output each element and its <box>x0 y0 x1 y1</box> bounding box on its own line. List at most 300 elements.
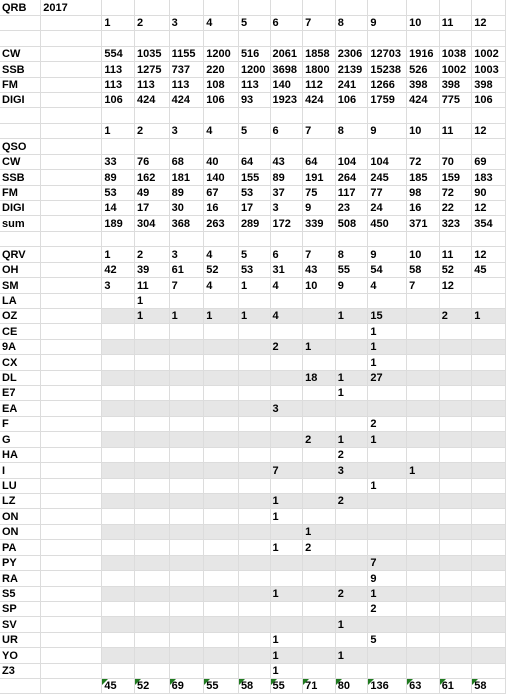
cell-i23[interactable]: 1 <box>303 339 336 354</box>
cell-m29[interactable] <box>439 432 472 447</box>
cell-n24[interactable] <box>472 355 506 370</box>
cell-l44[interactable] <box>407 663 440 678</box>
cell-e8[interactable] <box>169 108 204 123</box>
cell-m38[interactable] <box>439 571 472 586</box>
cell-l21[interactable] <box>407 308 440 323</box>
cell-j29[interactable]: 1 <box>335 432 368 447</box>
cell-e20[interactable] <box>169 293 204 308</box>
cell-f9[interactable]: 4 <box>204 123 239 138</box>
cell-a16[interactable] <box>0 231 41 246</box>
cell-c14[interactable]: 14 <box>102 200 135 215</box>
cell-f12[interactable]: 140 <box>204 170 239 185</box>
cell-d11[interactable]: 76 <box>135 154 170 169</box>
cell-h11[interactable]: 43 <box>270 154 303 169</box>
cell-g7[interactable]: 93 <box>238 93 270 108</box>
cell-l20[interactable] <box>407 293 440 308</box>
cell-a21[interactable]: OZ <box>0 308 41 323</box>
cell-h25[interactable] <box>270 370 303 385</box>
cell-k33[interactable] <box>368 494 407 509</box>
cell-b6[interactable] <box>41 77 102 92</box>
cell-l32[interactable] <box>407 478 440 493</box>
cell-f10[interactable] <box>204 139 239 154</box>
cell-b10[interactable] <box>41 139 102 154</box>
cell-n13[interactable]: 90 <box>472 185 506 200</box>
cell-a42[interactable]: UR <box>0 632 41 647</box>
cell-e15[interactable]: 368 <box>169 216 204 231</box>
cell-f33[interactable] <box>204 494 239 509</box>
cell-l6[interactable]: 398 <box>407 77 440 92</box>
cell-m27[interactable] <box>439 401 472 416</box>
cell-e6[interactable]: 113 <box>169 77 204 92</box>
cell-j27[interactable] <box>335 401 368 416</box>
cell-e7[interactable]: 424 <box>169 93 204 108</box>
cell-d23[interactable] <box>135 339 170 354</box>
cell-f40[interactable] <box>204 601 239 616</box>
cell-a31[interactable]: I <box>0 463 41 478</box>
cell-d28[interactable] <box>135 416 170 431</box>
cell-g20[interactable] <box>238 293 270 308</box>
cell-m17[interactable]: 11 <box>439 247 472 262</box>
cell-n21[interactable]: 1 <box>472 308 506 323</box>
cell-a37[interactable]: PY <box>0 555 41 570</box>
cell-g25[interactable] <box>238 370 270 385</box>
cell-e43[interactable] <box>169 648 204 663</box>
cell-k1[interactable] <box>368 0 407 15</box>
cell-c12[interactable]: 89 <box>102 170 135 185</box>
cell-n15[interactable]: 354 <box>472 216 506 231</box>
cell-f19[interactable]: 4 <box>204 278 239 293</box>
cell-b29[interactable] <box>41 432 102 447</box>
cell-e39[interactable] <box>169 586 204 601</box>
cell-i7[interactable]: 424 <box>303 93 336 108</box>
cell-h45[interactable]: 55 <box>270 679 303 694</box>
cell-n12[interactable]: 183 <box>472 170 506 185</box>
cell-j35[interactable] <box>335 524 368 539</box>
cell-a15[interactable]: sum <box>0 216 41 231</box>
cell-h35[interactable] <box>270 524 303 539</box>
cell-c16[interactable] <box>102 231 135 246</box>
cell-g13[interactable]: 53 <box>238 185 270 200</box>
cell-g18[interactable]: 53 <box>238 262 270 277</box>
cell-k15[interactable]: 450 <box>368 216 407 231</box>
cell-g2[interactable]: 5 <box>238 15 270 30</box>
cell-g40[interactable] <box>238 601 270 616</box>
cell-l22[interactable] <box>407 324 440 339</box>
cell-f26[interactable] <box>204 386 239 401</box>
cell-f36[interactable] <box>204 540 239 555</box>
cell-l18[interactable]: 58 <box>407 262 440 277</box>
cell-k9[interactable]: 9 <box>368 123 407 138</box>
cell-c29[interactable] <box>102 432 135 447</box>
cell-f44[interactable] <box>204 663 239 678</box>
cell-f2[interactable]: 4 <box>204 15 239 30</box>
cell-b9[interactable] <box>41 123 102 138</box>
cell-m44[interactable] <box>439 663 472 678</box>
cell-b33[interactable] <box>41 494 102 509</box>
cell-f45[interactable]: 55 <box>204 679 239 694</box>
cell-e9[interactable]: 3 <box>169 123 204 138</box>
cell-e45[interactable]: 69 <box>169 679 204 694</box>
cell-a12[interactable]: SSB <box>0 170 41 185</box>
cell-e2[interactable]: 3 <box>169 15 204 30</box>
cell-h22[interactable] <box>270 324 303 339</box>
cell-n14[interactable]: 12 <box>472 200 506 215</box>
cell-g45[interactable]: 58 <box>238 679 270 694</box>
cell-c22[interactable] <box>102 324 135 339</box>
cell-j40[interactable] <box>335 601 368 616</box>
cell-n43[interactable] <box>472 648 506 663</box>
cell-a32[interactable]: LU <box>0 478 41 493</box>
cell-a23[interactable]: 9A <box>0 339 41 354</box>
cell-a10[interactable]: QSO <box>0 139 41 154</box>
cell-k2[interactable]: 9 <box>368 15 407 30</box>
cell-i16[interactable] <box>303 231 336 246</box>
cell-i6[interactable]: 112 <box>303 77 336 92</box>
cell-j13[interactable]: 117 <box>335 185 368 200</box>
cell-i40[interactable] <box>303 601 336 616</box>
cell-c31[interactable] <box>102 463 135 478</box>
cell-g44[interactable] <box>238 663 270 678</box>
cell-b24[interactable] <box>41 355 102 370</box>
cell-c38[interactable] <box>102 571 135 586</box>
cell-e11[interactable]: 68 <box>169 154 204 169</box>
cell-f28[interactable] <box>204 416 239 431</box>
cell-b5[interactable] <box>41 62 102 77</box>
cell-h14[interactable]: 3 <box>270 200 303 215</box>
cell-m25[interactable] <box>439 370 472 385</box>
cell-n31[interactable] <box>472 463 506 478</box>
cell-a39[interactable]: S5 <box>0 586 41 601</box>
cell-n7[interactable]: 106 <box>472 93 506 108</box>
cell-g39[interactable] <box>238 586 270 601</box>
cell-j3[interactable] <box>335 31 368 46</box>
cell-n26[interactable] <box>472 386 506 401</box>
cell-e26[interactable] <box>169 386 204 401</box>
cell-d34[interactable] <box>135 509 170 524</box>
cell-c13[interactable]: 53 <box>102 185 135 200</box>
cell-c40[interactable] <box>102 601 135 616</box>
cell-e34[interactable] <box>169 509 204 524</box>
cell-f5[interactable]: 220 <box>204 62 239 77</box>
cell-k44[interactable] <box>368 663 407 678</box>
cell-f18[interactable]: 52 <box>204 262 239 277</box>
cell-f11[interactable]: 40 <box>204 154 239 169</box>
cell-k8[interactable] <box>368 108 407 123</box>
cell-f20[interactable] <box>204 293 239 308</box>
cell-i38[interactable] <box>303 571 336 586</box>
cell-a28[interactable]: F <box>0 416 41 431</box>
cell-c30[interactable] <box>102 447 135 462</box>
cell-n45[interactable]: 58 <box>472 679 506 694</box>
cell-h8[interactable] <box>270 108 303 123</box>
cell-k27[interactable] <box>368 401 407 416</box>
cell-b20[interactable] <box>41 293 102 308</box>
cell-i31[interactable] <box>303 463 336 478</box>
cell-h38[interactable] <box>270 571 303 586</box>
cell-l15[interactable]: 371 <box>407 216 440 231</box>
cell-f25[interactable] <box>204 370 239 385</box>
cell-i29[interactable]: 2 <box>303 432 336 447</box>
cell-f6[interactable]: 108 <box>204 77 239 92</box>
cell-m11[interactable]: 70 <box>439 154 472 169</box>
cell-f7[interactable]: 106 <box>204 93 239 108</box>
cell-h34[interactable]: 1 <box>270 509 303 524</box>
cell-d25[interactable] <box>135 370 170 385</box>
cell-d21[interactable]: 1 <box>135 308 170 323</box>
cell-d41[interactable] <box>135 617 170 632</box>
cell-i2[interactable]: 7 <box>303 15 336 30</box>
cell-l9[interactable]: 10 <box>407 123 440 138</box>
cell-j17[interactable]: 8 <box>335 247 368 262</box>
cell-e33[interactable] <box>169 494 204 509</box>
cell-h26[interactable] <box>270 386 303 401</box>
cell-k7[interactable]: 1759 <box>368 93 407 108</box>
cell-n5[interactable]: 1003 <box>472 62 506 77</box>
cell-c20[interactable] <box>102 293 135 308</box>
cell-i26[interactable] <box>303 386 336 401</box>
cell-n23[interactable] <box>472 339 506 354</box>
cell-l7[interactable]: 424 <box>407 93 440 108</box>
cell-e19[interactable]: 7 <box>169 278 204 293</box>
cell-b30[interactable] <box>41 447 102 462</box>
cell-h12[interactable]: 89 <box>270 170 303 185</box>
cell-g21[interactable]: 1 <box>238 308 270 323</box>
cell-n44[interactable] <box>472 663 506 678</box>
cell-m12[interactable]: 159 <box>439 170 472 185</box>
cell-b41[interactable] <box>41 617 102 632</box>
cell-g3[interactable] <box>238 31 270 46</box>
cell-d33[interactable] <box>135 494 170 509</box>
cell-g10[interactable] <box>238 139 270 154</box>
cell-n16[interactable] <box>472 231 506 246</box>
cell-e14[interactable]: 30 <box>169 200 204 215</box>
cell-h19[interactable]: 4 <box>270 278 303 293</box>
cell-e5[interactable]: 737 <box>169 62 204 77</box>
cell-e32[interactable] <box>169 478 204 493</box>
cell-m16[interactable] <box>439 231 472 246</box>
cell-m33[interactable] <box>439 494 472 509</box>
cell-j24[interactable] <box>335 355 368 370</box>
cell-i14[interactable]: 9 <box>303 200 336 215</box>
cell-n22[interactable] <box>472 324 506 339</box>
cell-g37[interactable] <box>238 555 270 570</box>
cell-l11[interactable]: 72 <box>407 154 440 169</box>
cell-n29[interactable] <box>472 432 506 447</box>
cell-j9[interactable]: 8 <box>335 123 368 138</box>
cell-j36[interactable] <box>335 540 368 555</box>
cell-k26[interactable] <box>368 386 407 401</box>
cell-e27[interactable] <box>169 401 204 416</box>
cell-h44[interactable]: 1 <box>270 663 303 678</box>
cell-k13[interactable]: 77 <box>368 185 407 200</box>
cell-k6[interactable]: 1266 <box>368 77 407 92</box>
cell-g16[interactable] <box>238 231 270 246</box>
cell-m1[interactable] <box>439 0 472 15</box>
cell-j41[interactable]: 1 <box>335 617 368 632</box>
cell-k12[interactable]: 245 <box>368 170 407 185</box>
cell-l2[interactable]: 10 <box>407 15 440 30</box>
cell-i4[interactable]: 1858 <box>303 46 336 61</box>
cell-m5[interactable]: 1002 <box>439 62 472 77</box>
cell-e13[interactable]: 89 <box>169 185 204 200</box>
cell-j32[interactable] <box>335 478 368 493</box>
cell-j15[interactable]: 508 <box>335 216 368 231</box>
cell-m41[interactable] <box>439 617 472 632</box>
cell-j7[interactable]: 106 <box>335 93 368 108</box>
cell-c4[interactable]: 554 <box>102 46 135 61</box>
cell-j10[interactable] <box>335 139 368 154</box>
cell-i18[interactable]: 43 <box>303 262 336 277</box>
cell-a5[interactable]: SSB <box>0 62 41 77</box>
cell-a6[interactable]: FM <box>0 77 41 92</box>
cell-k24[interactable]: 1 <box>368 355 407 370</box>
cell-k4[interactable]: 12703 <box>368 46 407 61</box>
cell-h1[interactable] <box>270 0 303 15</box>
cell-d31[interactable] <box>135 463 170 478</box>
cell-g28[interactable] <box>238 416 270 431</box>
cell-g9[interactable]: 5 <box>238 123 270 138</box>
cell-a13[interactable]: FM <box>0 185 41 200</box>
cell-a44[interactable]: Z3 <box>0 663 41 678</box>
cell-k5[interactable]: 15238 <box>368 62 407 77</box>
cell-d35[interactable] <box>135 524 170 539</box>
cell-a14[interactable]: DIGI <box>0 200 41 215</box>
cell-b18[interactable] <box>41 262 102 277</box>
cell-h42[interactable]: 1 <box>270 632 303 647</box>
cell-d17[interactable]: 2 <box>135 247 170 262</box>
cell-i11[interactable]: 64 <box>303 154 336 169</box>
cell-k17[interactable]: 9 <box>368 247 407 262</box>
cell-g35[interactable] <box>238 524 270 539</box>
cell-h6[interactable]: 140 <box>270 77 303 92</box>
cell-c21[interactable] <box>102 308 135 323</box>
cell-l3[interactable] <box>407 31 440 46</box>
cell-d20[interactable]: 1 <box>135 293 170 308</box>
cell-g34[interactable] <box>238 509 270 524</box>
cell-h23[interactable]: 2 <box>270 339 303 354</box>
cell-g29[interactable] <box>238 432 270 447</box>
cell-h29[interactable] <box>270 432 303 447</box>
cell-c9[interactable]: 1 <box>102 123 135 138</box>
cell-f8[interactable] <box>204 108 239 123</box>
cell-m10[interactable] <box>439 139 472 154</box>
cell-n9[interactable]: 12 <box>472 123 506 138</box>
cell-g5[interactable]: 1200 <box>238 62 270 77</box>
cell-h13[interactable]: 37 <box>270 185 303 200</box>
cell-l34[interactable] <box>407 509 440 524</box>
cell-k30[interactable] <box>368 447 407 462</box>
cell-n6[interactable]: 398 <box>472 77 506 92</box>
cell-h7[interactable]: 1923 <box>270 93 303 108</box>
cell-g24[interactable] <box>238 355 270 370</box>
cell-l14[interactable]: 16 <box>407 200 440 215</box>
cell-j39[interactable]: 2 <box>335 586 368 601</box>
cell-n20[interactable] <box>472 293 506 308</box>
cell-d1[interactable] <box>135 0 170 15</box>
cell-g36[interactable] <box>238 540 270 555</box>
cell-h3[interactable] <box>270 31 303 46</box>
cell-c32[interactable] <box>102 478 135 493</box>
cell-j4[interactable]: 2306 <box>335 46 368 61</box>
cell-b28[interactable] <box>41 416 102 431</box>
cell-h33[interactable]: 1 <box>270 494 303 509</box>
cell-a27[interactable]: EA <box>0 401 41 416</box>
cell-j12[interactable]: 264 <box>335 170 368 185</box>
cell-f37[interactable] <box>204 555 239 570</box>
cell-g26[interactable] <box>238 386 270 401</box>
cell-l26[interactable] <box>407 386 440 401</box>
cell-g11[interactable]: 64 <box>238 154 270 169</box>
cell-c5[interactable]: 113 <box>102 62 135 77</box>
cell-c19[interactable]: 3 <box>102 278 135 293</box>
cell-i33[interactable] <box>303 494 336 509</box>
cell-b39[interactable] <box>41 586 102 601</box>
cell-m20[interactable] <box>439 293 472 308</box>
cell-k21[interactable]: 15 <box>368 308 407 323</box>
cell-i35[interactable]: 1 <box>303 524 336 539</box>
cell-k38[interactable]: 9 <box>368 571 407 586</box>
cell-j21[interactable]: 1 <box>335 308 368 323</box>
cell-n30[interactable] <box>472 447 506 462</box>
cell-m35[interactable] <box>439 524 472 539</box>
cell-m6[interactable]: 398 <box>439 77 472 92</box>
cell-l37[interactable] <box>407 555 440 570</box>
cell-a22[interactable]: CE <box>0 324 41 339</box>
cell-c34[interactable] <box>102 509 135 524</box>
cell-d39[interactable] <box>135 586 170 601</box>
cell-d44[interactable] <box>135 663 170 678</box>
cell-n25[interactable] <box>472 370 506 385</box>
cell-e10[interactable] <box>169 139 204 154</box>
cell-e41[interactable] <box>169 617 204 632</box>
cell-g4[interactable]: 516 <box>238 46 270 61</box>
cell-f17[interactable]: 4 <box>204 247 239 262</box>
cell-b34[interactable] <box>41 509 102 524</box>
cell-c26[interactable] <box>102 386 135 401</box>
cell-a9[interactable] <box>0 123 41 138</box>
cell-i45[interactable]: 71 <box>303 679 336 694</box>
cell-k20[interactable] <box>368 293 407 308</box>
cell-m18[interactable]: 52 <box>439 262 472 277</box>
cell-j5[interactable]: 2139 <box>335 62 368 77</box>
cell-n10[interactable] <box>472 139 506 154</box>
cell-j8[interactable] <box>335 108 368 123</box>
cell-l35[interactable] <box>407 524 440 539</box>
cell-d24[interactable] <box>135 355 170 370</box>
cell-m37[interactable] <box>439 555 472 570</box>
cell-n19[interactable] <box>472 278 506 293</box>
cell-n18[interactable]: 45 <box>472 262 506 277</box>
cell-j45[interactable]: 80 <box>335 679 368 694</box>
cell-g22[interactable] <box>238 324 270 339</box>
cell-i10[interactable] <box>303 139 336 154</box>
cell-d19[interactable]: 11 <box>135 278 170 293</box>
cell-h36[interactable]: 1 <box>270 540 303 555</box>
cell-l27[interactable] <box>407 401 440 416</box>
cell-b44[interactable] <box>41 663 102 678</box>
cell-a29[interactable]: G <box>0 432 41 447</box>
cell-k31[interactable] <box>368 463 407 478</box>
cell-l43[interactable] <box>407 648 440 663</box>
cell-k28[interactable]: 2 <box>368 416 407 431</box>
cell-e40[interactable] <box>169 601 204 616</box>
cell-d18[interactable]: 39 <box>135 262 170 277</box>
cell-g30[interactable] <box>238 447 270 462</box>
cell-l33[interactable] <box>407 494 440 509</box>
cell-c10[interactable] <box>102 139 135 154</box>
cell-a20[interactable]: LA <box>0 293 41 308</box>
cell-i44[interactable] <box>303 663 336 678</box>
